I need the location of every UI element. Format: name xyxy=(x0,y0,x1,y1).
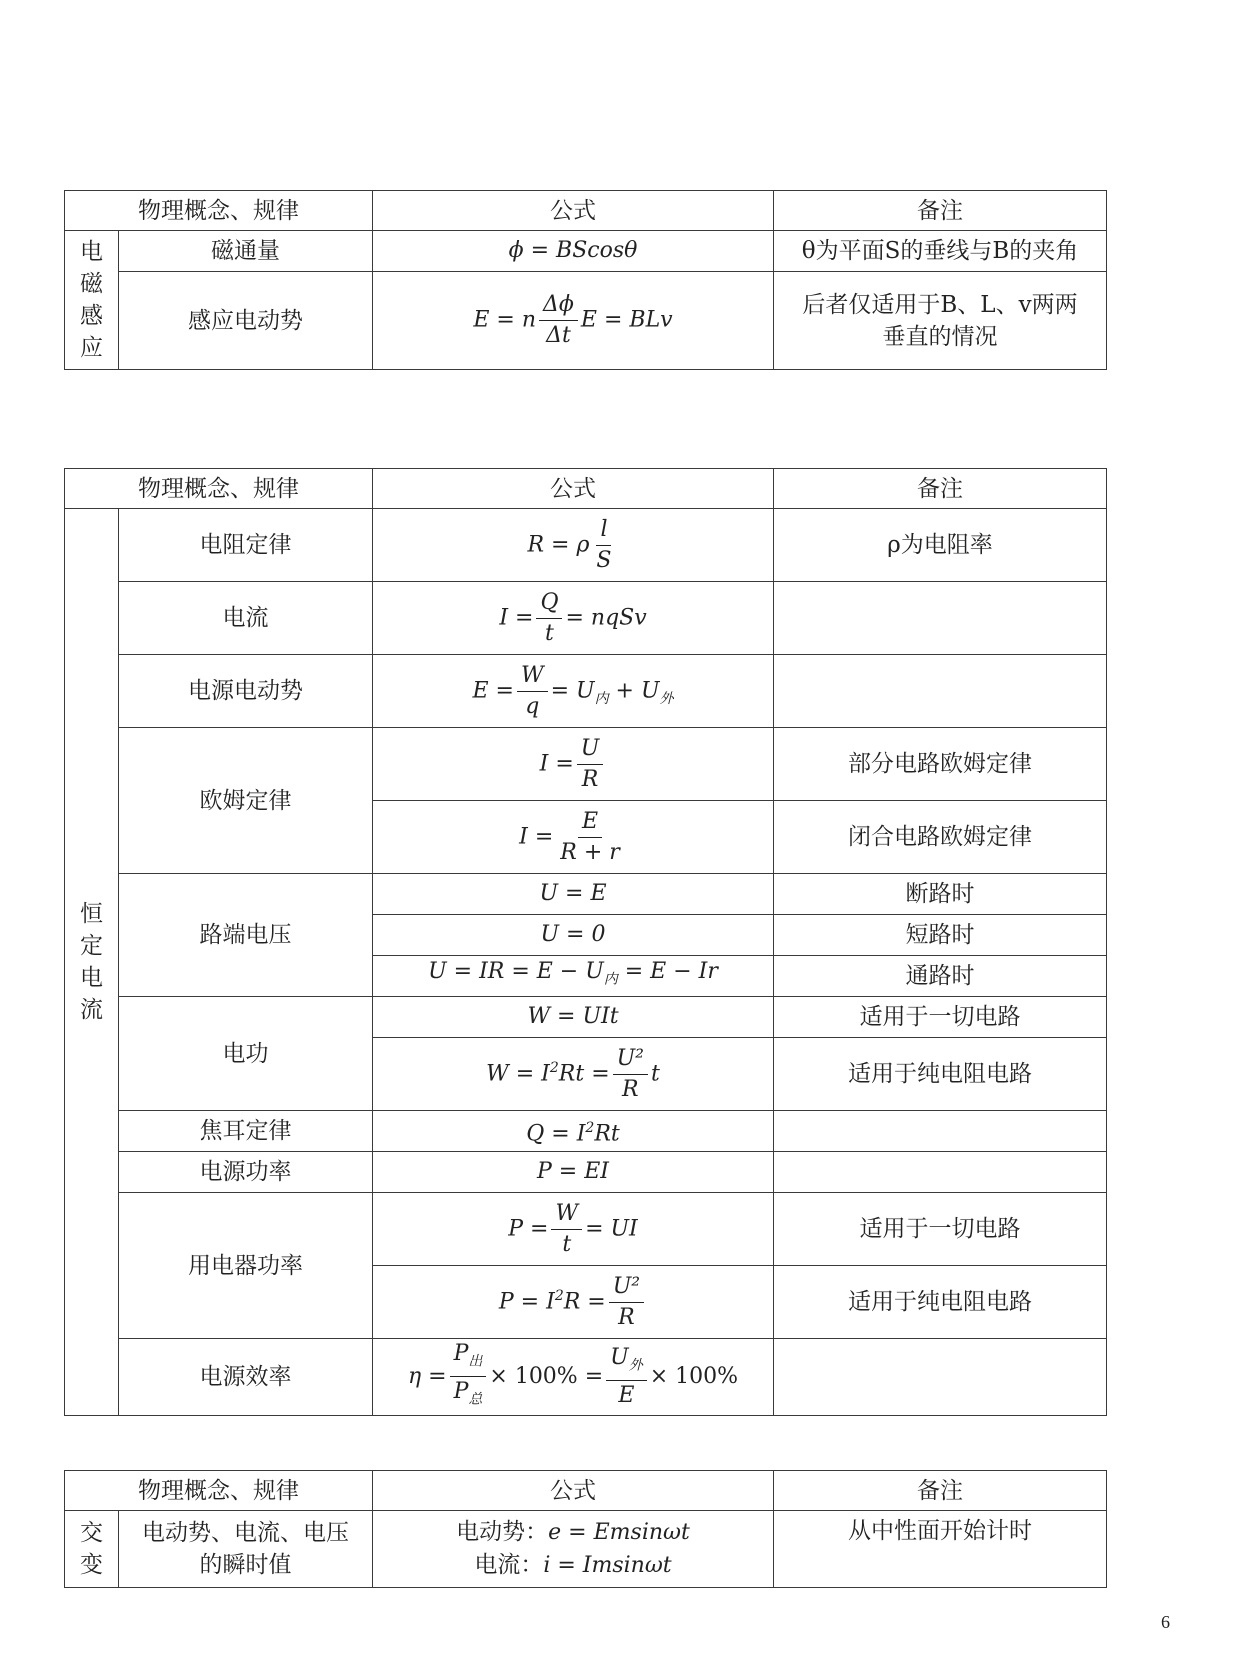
formula-cell: E = n $\frac{\Delta\phi}{\Delta t}$ E = BLv xyxy=(373,272,774,370)
note-cell: ρ为电阻率 xyxy=(774,509,1107,582)
note-cell: 适用于纯电阻电路 xyxy=(774,1266,1107,1339)
note-cell: 通路时 xyxy=(774,956,1107,997)
note-cell: 短路时 xyxy=(774,915,1107,956)
alternating-current-table xyxy=(64,1470,1107,1588)
page-number: 6 xyxy=(1161,1612,1170,1632)
note-cell xyxy=(774,655,1107,728)
note-cell: 从中性面开始计时 xyxy=(774,1511,1107,1588)
header-concept: 物理概念、规律 xyxy=(65,469,373,509)
concept-cell: 焦耳定律 xyxy=(119,1111,373,1152)
note-cell: 适用于一切电路 xyxy=(774,1193,1107,1266)
category-cell: 恒 定 电 流 xyxy=(65,509,119,1416)
concept-cell: 电流 xyxy=(119,582,373,655)
concept-cell: 电功 xyxy=(119,997,373,1111)
header-note: 备注 xyxy=(774,1471,1107,1511)
category-cell: 电 磁 感 应 xyxy=(65,231,119,370)
formula-cell: P = $\frac{W}{t}$ = UI xyxy=(373,1193,774,1266)
formula-cell: R = ρ $\frac{l}{S}$ xyxy=(373,509,774,582)
concept-cell: 磁通量 xyxy=(119,231,373,272)
formula-cell: E = $\frac{W}{q}$ = $U_内 + U_外$ xyxy=(373,655,774,728)
formula-cell: U = IR = $E - U_内 = E - Ir$ xyxy=(373,956,774,997)
formula-cell: $P = I^2R$ = $\frac{\text{U²}}{R}$ xyxy=(373,1266,774,1339)
concept-cell: 路端电压 xyxy=(119,874,373,997)
header-concept: 物理概念、规律 xyxy=(65,1471,373,1511)
formula-cell: 电动势：e = Emsinωt 电流：i = Imsinωt xyxy=(373,1511,774,1588)
steady-current-table xyxy=(64,468,1107,1416)
note-cell xyxy=(774,1339,1107,1416)
note-cell: 部分电路欧姆定律 xyxy=(774,728,1107,801)
note-cell: 适用于纯电阻电路 xyxy=(774,1038,1107,1111)
electromagnetic-induction-table xyxy=(64,190,1107,370)
header-formula: 公式 xyxy=(373,191,774,231)
note-cell xyxy=(774,1152,1107,1193)
formula-cell: P = EI xyxy=(373,1152,774,1193)
formula-cell: I = $\frac{U}{R}$ xyxy=(373,728,774,801)
note-cell: 适用于一切电路 xyxy=(774,997,1107,1038)
formula-cell: U = 0 xyxy=(373,915,774,956)
formula-cell: U = E xyxy=(373,874,774,915)
category-cell: 交 变 xyxy=(65,1511,119,1588)
concept-cell: 电源功率 xyxy=(119,1152,373,1193)
formula-cell: ϕ = BScosθ xyxy=(373,231,774,272)
concept-cell: 电源效率 xyxy=(119,1339,373,1416)
note-cell: 断路时 xyxy=(774,874,1107,915)
note-cell xyxy=(774,1111,1107,1152)
note-cell: θ为平面S的垂线与B的夹角 xyxy=(774,231,1107,272)
note-cell: 后者仅适用于B、L、v两两 垂直的情况 xyxy=(774,272,1107,370)
concept-cell: 电阻定律 xyxy=(119,509,373,582)
formula-cell: $W = I^2Rt$ = $\frac{\text{U²}}{R}$ t xyxy=(373,1038,774,1111)
header-note: 备注 xyxy=(774,191,1107,231)
note-cell xyxy=(774,582,1107,655)
concept-cell: 欧姆定律 xyxy=(119,728,373,874)
concept-cell: 用电器功率 xyxy=(119,1193,373,1339)
header-formula: 公式 xyxy=(373,1471,774,1511)
header-note: 备注 xyxy=(774,469,1107,509)
formula-cell: $Q = I^2Rt$ xyxy=(373,1111,774,1152)
formula-cell: I = $\frac{Q}{t}$ = nqSv xyxy=(373,582,774,655)
header-concept: 物理概念、规律 xyxy=(65,191,373,231)
concept-cell: 电源电动势 xyxy=(119,655,373,728)
formula-cell: η = $\frac{P_出}{P_总}$ × 100% = $\frac{U_外}{E}$ × 100% xyxy=(373,1339,774,1416)
formula-cell: I = $\frac{E}{R + r}$ xyxy=(373,801,774,874)
concept-cell: 电动势、电流、电压 的瞬时值 xyxy=(119,1511,373,1588)
header-formula: 公式 xyxy=(373,469,774,509)
concept-cell: 感应电动势 xyxy=(119,272,373,370)
note-cell: 闭合电路欧姆定律 xyxy=(774,801,1107,874)
formula-cell: W = UIt xyxy=(373,997,774,1038)
